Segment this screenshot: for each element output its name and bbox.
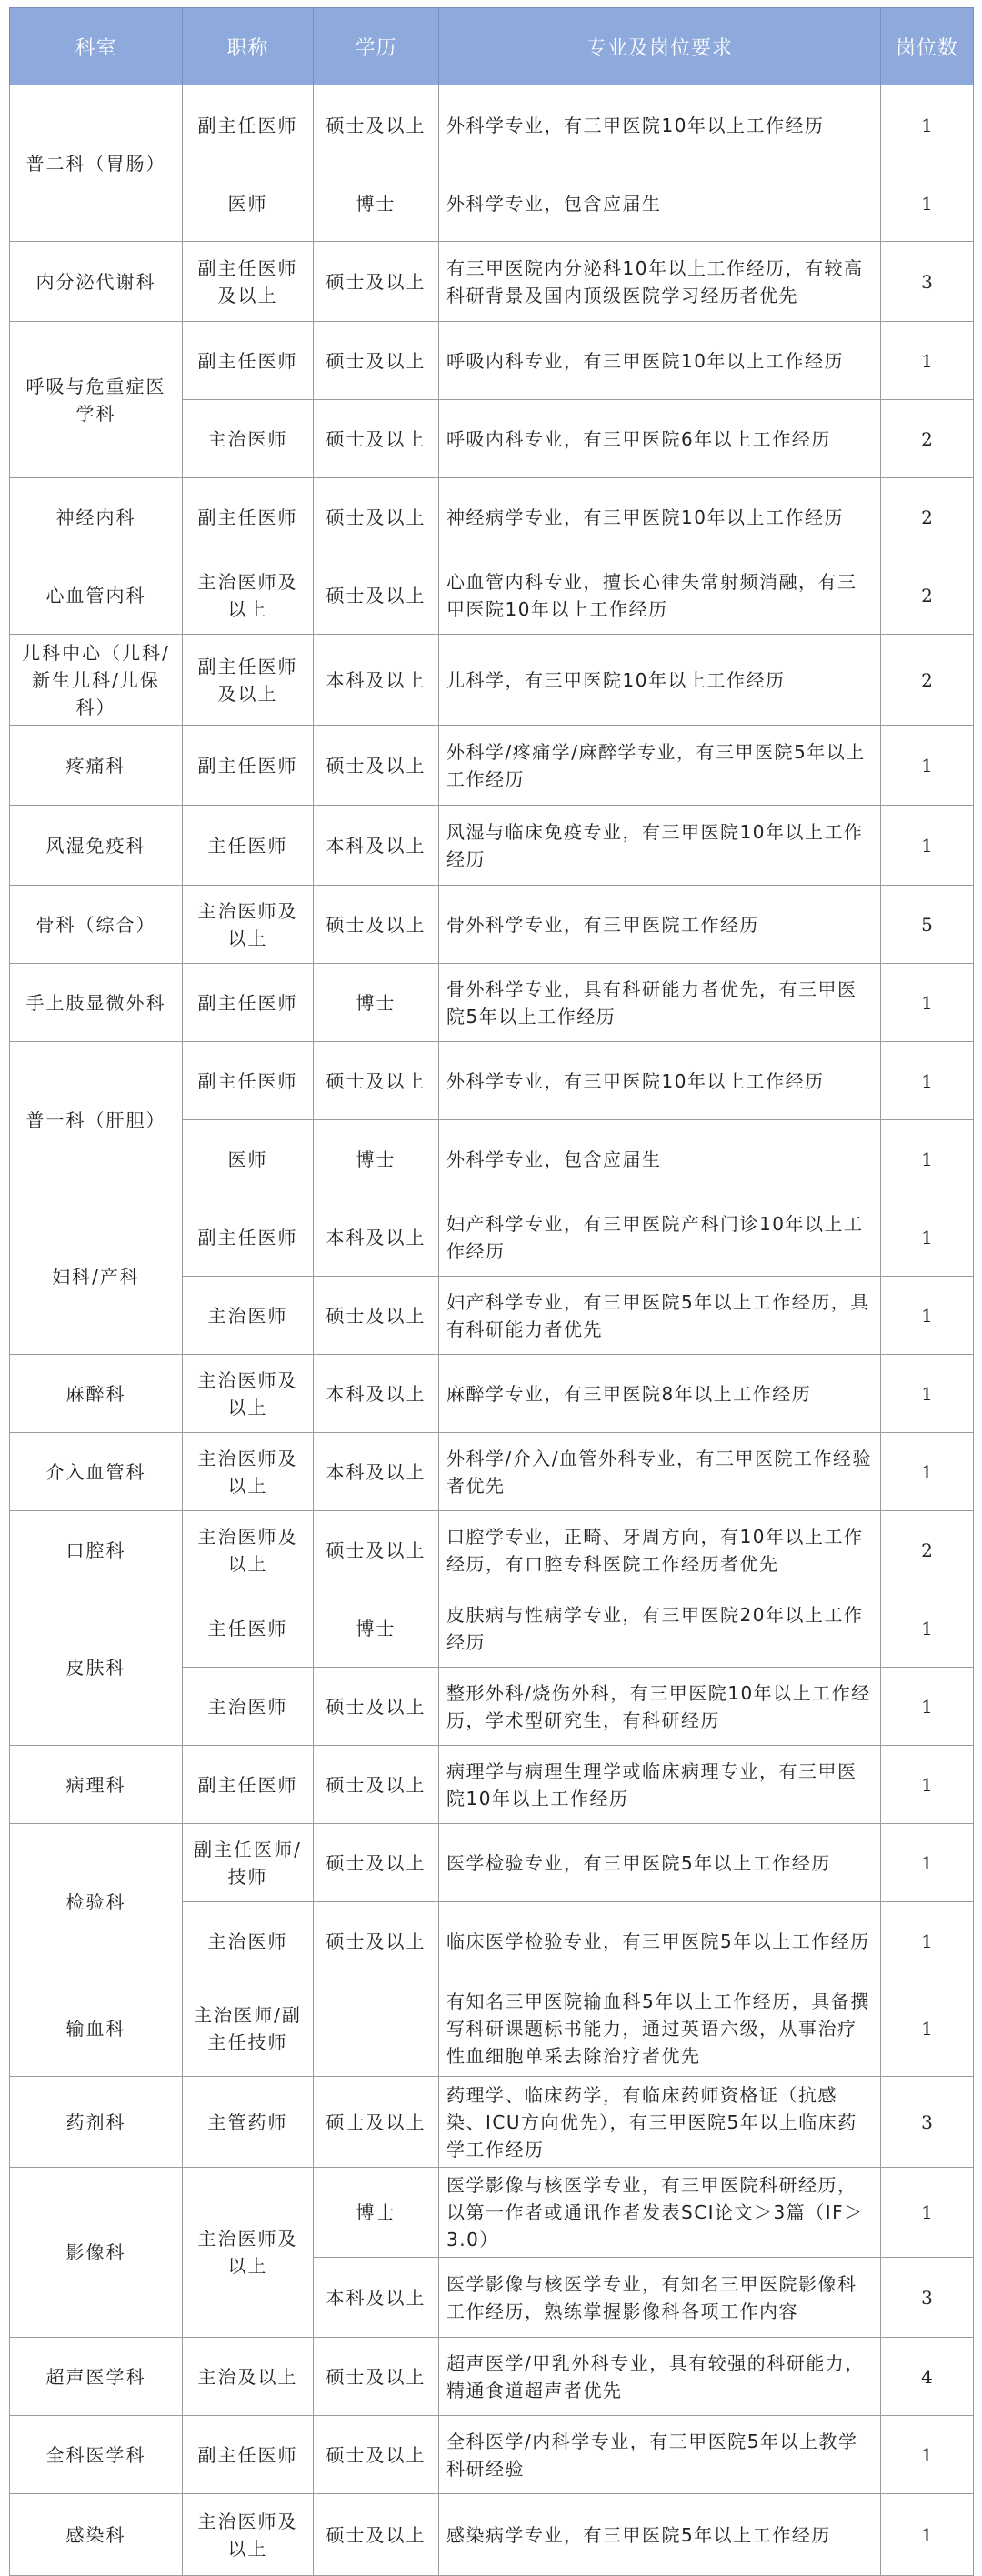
requirements-cell: 医学检验专业，有三甲医院5年以上工作经历: [439, 1824, 881, 1902]
title-cell: 主治医师: [183, 400, 314, 478]
table-row: [10, 2494, 974, 2576]
education-cell: 本科及以上: [314, 1198, 439, 1277]
education-cell: 硕士及以上: [314, 1746, 439, 1824]
count-cell: 1: [881, 1589, 974, 1668]
requirements-cell: 口腔学专业，正畸、牙周方向，有10年以上工作经历，有口腔专科医院工作经历者优先: [439, 1511, 881, 1589]
education-cell: 硕士及以上: [314, 1511, 439, 1589]
education-cell: 硕士及以上: [314, 85, 439, 165]
table-row: [10, 806, 974, 886]
count-cell: 1: [881, 165, 974, 242]
dept-cell: 感染科: [10, 2494, 183, 2576]
requirements-cell: 妇产科学专业，有三甲医院产科门诊10年以上工作经历: [439, 1198, 881, 1277]
dept-cell: 病理科: [10, 1746, 183, 1824]
dept-cell: 手上肢显微外科: [10, 964, 183, 1042]
requirements-cell: 妇产科学专业，有三甲医院5年以上工作经历，具有科研能力者优先: [439, 1277, 881, 1355]
education-cell: 硕士及以上: [314, 556, 439, 635]
dept-cell: 神经内科: [10, 478, 183, 556]
education-cell: 硕士及以上: [314, 400, 439, 478]
title-cell: 主治医师及以上: [183, 1511, 314, 1589]
title-cell: 副主任医师: [183, 1042, 314, 1120]
count-cell: 3: [881, 2077, 974, 2168]
title-cell: 主治医师及以上: [183, 886, 314, 964]
title-cell: 副主任医师/技师: [183, 1824, 314, 1902]
recruitment-table: [9, 7, 974, 2576]
table-row: [10, 1824, 974, 1902]
dept-cell: 介入血管科: [10, 1433, 183, 1511]
count-cell: 1: [881, 806, 974, 886]
count-cell: 2: [881, 556, 974, 635]
title-cell: 副主任医师: [183, 964, 314, 1042]
requirements-cell: 麻醉学专业，有三甲医院8年以上工作经历: [439, 1355, 881, 1433]
count-cell: 1: [881, 1902, 974, 1980]
dept-cell: 普二科（胃肠）: [10, 85, 183, 242]
count-cell: 1: [881, 1668, 974, 1746]
requirements-cell: 外科学/介入/血管外科专业，有三甲医院工作经验者优先: [439, 1433, 881, 1511]
requirements-cell: 儿科学，有三甲医院10年以上工作经历: [439, 635, 881, 726]
table-row: [10, 85, 974, 165]
dept-cell: 儿科中心（儿科/新生儿科/儿保科）: [10, 635, 183, 726]
requirements-cell: 全科医学/内科学专业，有三甲医院5年以上教学科研经验: [439, 2416, 881, 2494]
title-cell: 主治医师及以上: [183, 1433, 314, 1511]
dept-cell: 皮肤科: [10, 1589, 183, 1746]
requirements-cell: 有三甲医院内分泌科10年以上工作经历，有较高科研背景及国内顶级医院学习经历者优先: [439, 242, 881, 322]
education-cell: 硕士及以上: [314, 242, 439, 322]
table-row: [10, 1746, 974, 1824]
dept-cell: 麻醉科: [10, 1355, 183, 1433]
requirements-cell: 病理学与病理生理学或临床病理专业，有三甲医院10年以上工作经历: [439, 1746, 881, 1824]
education-cell: 硕士及以上: [314, 1277, 439, 1355]
title-cell: 主任医师: [183, 806, 314, 886]
dept-cell: 影像科: [10, 2168, 183, 2338]
title-cell: 主治医师: [183, 1902, 314, 1980]
count-cell: 1: [881, 2416, 974, 2494]
count-cell: 1: [881, 322, 974, 400]
requirements-cell: 药理学、临床药学，有临床药师资格证（抗感染、ICU方向优先），有三甲医院5年以上临床药学工作经历: [439, 2077, 881, 2168]
education-cell: 硕士及以上: [314, 1668, 439, 1746]
dept-cell: 口腔科: [10, 1511, 183, 1589]
title-cell: 副主任医师: [183, 2416, 314, 2494]
education-cell: 博士: [314, 1120, 439, 1198]
requirements-cell: 超声医学/甲乳外科专业，具有较强的科研能力，精通食道超声者优先: [439, 2338, 881, 2416]
count-cell: 1: [881, 1355, 974, 1433]
count-cell: 2: [881, 1511, 974, 1589]
education-cell: 硕士及以上: [314, 1042, 439, 1120]
count-cell: 1: [881, 1433, 974, 1511]
title-cell: 主管药师: [183, 2077, 314, 2168]
count-cell: 3: [881, 242, 974, 322]
table-row: [10, 1589, 974, 1668]
header-requirements: 专业及岗位要求: [439, 8, 881, 85]
table-row: [10, 964, 974, 1042]
requirements-cell: 医学影像与核医学专业，有三甲医院科研经历，以第一作者或通讯作者发表SCI论文＞3篇（IF＞3.0）: [439, 2168, 881, 2258]
dept-cell: 检验科: [10, 1824, 183, 1980]
dept-cell: 全科医学科: [10, 2416, 183, 2494]
title-cell: 副主任医师: [183, 1746, 314, 1824]
dept-cell: 输血科: [10, 1980, 183, 2077]
education-cell: 硕士及以上: [314, 478, 439, 556]
count-cell: 4: [881, 2338, 974, 2416]
table-row: [10, 726, 974, 806]
title-cell: 主治医师及以上: [183, 1355, 314, 1433]
dept-cell: 心血管内科: [10, 556, 183, 635]
count-cell: 1: [881, 1980, 974, 2077]
requirements-cell: 心血管内科专业，擅长心律失常射频消融，有三甲医院10年以上工作经历: [439, 556, 881, 635]
education-cell: 硕士及以上: [314, 726, 439, 806]
requirements-cell: 外科学专业，包含应届生: [439, 165, 881, 242]
page: [9, 7, 973, 2576]
requirements-cell: 风湿与临床免疫专业，有三甲医院10年以上工作经历: [439, 806, 881, 886]
table-row: [10, 322, 974, 400]
dept-cell: 药剂科: [10, 2077, 183, 2168]
count-cell: 5: [881, 886, 974, 964]
header-education: 学历: [314, 8, 439, 85]
education-cell: 博士: [314, 964, 439, 1042]
header-dept: 科室: [10, 8, 183, 85]
title-cell: 副主任医师: [183, 1198, 314, 1277]
dept-cell: 呼吸与危重症医学科: [10, 322, 183, 478]
count-cell: 1: [881, 1198, 974, 1277]
education-cell: 硕士及以上: [314, 886, 439, 964]
education-cell: 硕士及以上: [314, 2338, 439, 2416]
count-cell: 1: [881, 1277, 974, 1355]
count-cell: 3: [881, 2258, 974, 2338]
count-cell: 1: [881, 1746, 974, 1824]
table-row: [10, 2416, 974, 2494]
count-cell: 1: [881, 85, 974, 165]
requirements-cell: 骨外科学专业，具有科研能力者优先，有三甲医院5年以上工作经历: [439, 964, 881, 1042]
education-cell: 本科及以上: [314, 806, 439, 886]
title-cell: 主治医师及以上: [183, 2168, 314, 2338]
education-cell: 本科及以上: [314, 1355, 439, 1433]
title-cell: 医师: [183, 1120, 314, 1198]
title-cell: 医师: [183, 165, 314, 242]
education-cell: 博士: [314, 1589, 439, 1668]
count-cell: 1: [881, 1824, 974, 1902]
dept-cell: 骨科（综合）: [10, 886, 183, 964]
requirements-cell: 神经病学专业，有三甲医院10年以上工作经历: [439, 478, 881, 556]
requirements-cell: 外科学/疼痛学/麻醉学专业，有三甲医院5年以上工作经历: [439, 726, 881, 806]
education-cell: 硕士及以上: [314, 2416, 439, 2494]
title-cell: 主治医师及以上: [183, 556, 314, 635]
requirements-cell: 外科学专业，包含应届生: [439, 1120, 881, 1198]
title-cell: 副主任医师: [183, 85, 314, 165]
title-cell: 副主任医师: [183, 478, 314, 556]
title-cell: 主治医师: [183, 1668, 314, 1746]
table-row: [10, 2077, 974, 2168]
table-row: [10, 1511, 974, 1589]
table-row: [10, 886, 974, 964]
table-row: [10, 1980, 974, 2077]
count-cell: 2: [881, 478, 974, 556]
education-cell: 本科及以上: [314, 2258, 439, 2338]
education-cell: 硕士及以上: [314, 2494, 439, 2576]
count-cell: 1: [881, 726, 974, 806]
count-cell: 1: [881, 2494, 974, 2576]
header-title: 职称: [183, 8, 314, 85]
dept-cell: 超声医学科: [10, 2338, 183, 2416]
table-row: [10, 242, 974, 322]
header-row: [10, 8, 974, 85]
count-cell: 1: [881, 2168, 974, 2258]
dept-cell: 风湿免疫科: [10, 806, 183, 886]
requirements-cell: 整形外科/烧伤外科，有三甲医院10年以上工作经历，学术型研究生，有科研经历: [439, 1668, 881, 1746]
title-cell: 副主任医师及以上: [183, 242, 314, 322]
dept-cell: 普一科（肝胆）: [10, 1042, 183, 1198]
header-count: 岗位数: [881, 8, 974, 85]
requirements-cell: 骨外科学专业，有三甲医院工作经历: [439, 886, 881, 964]
title-cell: 主治及以上: [183, 2338, 314, 2416]
education-cell: 硕士及以上: [314, 1902, 439, 1980]
requirements-cell: 呼吸内科专业，有三甲医院10年以上工作经历: [439, 322, 881, 400]
education-cell: 博士: [314, 2168, 439, 2258]
title-cell: 副主任医师及以上: [183, 635, 314, 726]
education-cell: 博士: [314, 165, 439, 242]
requirements-cell: 外科学专业，有三甲医院10年以上工作经历: [439, 1042, 881, 1120]
title-cell: 主治医师及以上: [183, 2494, 314, 2576]
education-cell: 硕士及以上: [314, 322, 439, 400]
count-cell: 2: [881, 400, 974, 478]
education-cell: 硕士及以上: [314, 2077, 439, 2168]
title-cell: 副主任医师: [183, 726, 314, 806]
requirements-cell: 临床医学检验专业，有三甲医院5年以上工作经历: [439, 1902, 881, 1980]
title-cell: 主任医师: [183, 1589, 314, 1668]
requirements-cell: 医学影像与核医学专业，有知名三甲医院影像科工作经历，熟练掌握影像科各项工作内容: [439, 2258, 881, 2338]
count-cell: 1: [881, 964, 974, 1042]
requirements-cell: 外科学专业，有三甲医院10年以上工作经历: [439, 85, 881, 165]
title-cell: 主治医师/副主任技师: [183, 1980, 314, 2077]
table-row: [10, 478, 974, 556]
table-row: [10, 635, 974, 726]
count-cell: 1: [881, 1042, 974, 1120]
table-row: [10, 1198, 974, 1277]
count-cell: 1: [881, 1120, 974, 1198]
count-cell: 2: [881, 635, 974, 726]
dept-cell: 妇科/产科: [10, 1198, 183, 1355]
table-row: [10, 1355, 974, 1433]
table-row: [10, 556, 974, 635]
requirements-cell: 皮肤病与性病学专业，有三甲医院20年以上工作经历: [439, 1589, 881, 1668]
title-cell: 副主任医师: [183, 322, 314, 400]
requirements-cell: 感染病学专业，有三甲医院5年以上工作经历: [439, 2494, 881, 2576]
education-cell: [314, 1980, 439, 2077]
table-row: [10, 1433, 974, 1511]
requirements-cell: 有知名三甲医院输血科5年以上工作经历，具备撰写科研课题标书能力，通过英语六级，从事治疗性血细胞单采去除治疗者优先: [439, 1980, 881, 2077]
dept-cell: 疼痛科: [10, 726, 183, 806]
requirements-cell: 呼吸内科专业，有三甲医院6年以上工作经历: [439, 400, 881, 478]
table-row: [10, 1042, 974, 1120]
education-cell: 本科及以上: [314, 1433, 439, 1511]
table-row: [10, 2168, 974, 2258]
dept-cell: 内分泌代谢科: [10, 242, 183, 322]
table-body: [10, 85, 974, 2576]
education-cell: 本科及以上: [314, 635, 439, 726]
education-cell: 硕士及以上: [314, 1824, 439, 1902]
table-row: [10, 2338, 974, 2416]
title-cell: 主治医师: [183, 1277, 314, 1355]
